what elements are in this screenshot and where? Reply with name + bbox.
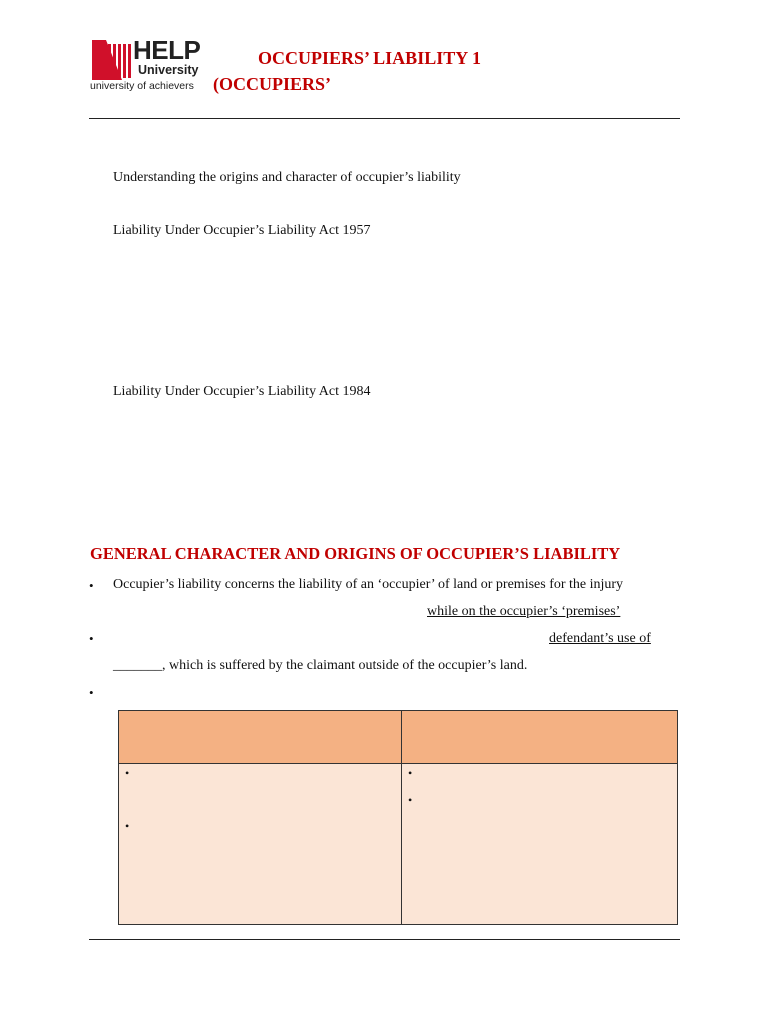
logo-brand-text: HELP <box>133 35 201 65</box>
document-title-line-1: OCCUPIERS’ LIABILITY 1 <box>258 48 482 68</box>
table-bullet: • <box>125 819 130 833</box>
logo-sub-text: University <box>138 63 199 77</box>
comparison-table <box>118 710 678 925</box>
bullet-2-continuation: _______, which is suffered by the claimant outside of the occupier’s land. <box>113 658 528 673</box>
table-header-left <box>119 711 402 764</box>
footer-divider <box>89 939 680 940</box>
header-divider <box>89 118 680 119</box>
table-bullet: • <box>125 766 130 780</box>
document-title-line-2: (OCCUPIERS’ <box>213 74 332 94</box>
intro-line-1: Understanding the origins and character of occupier’s liability <box>113 170 461 185</box>
intro-line-3: Liability Under Occupier’s Liability Act 1984 <box>113 384 371 399</box>
table-bullet: • <box>408 766 413 780</box>
bullet-1-text: Occupier’s liability concerns the liability of an ‘occupier’ of land or premises for the injury <box>113 577 624 592</box>
section-heading: GENERAL CHARACTER AND ORIGINS OF OCCUPIER’S LIABILITY <box>90 544 621 563</box>
logo-tagline: university of achievers <box>90 80 194 92</box>
help-university-logo <box>90 35 212 94</box>
table-bullet: • <box>408 793 413 807</box>
table-cell-right <box>402 764 677 924</box>
help-logo-mark-icon <box>92 40 132 80</box>
bullet-marker: • <box>89 685 94 700</box>
bullet-1-underlined-text: while on the occupier’s ‘premises’ <box>427 604 621 619</box>
bullet-marker: • <box>89 631 94 646</box>
table-header-right <box>402 711 677 764</box>
bullet-marker: • <box>89 578 94 593</box>
intro-line-2: Liability Under Occupier’s Liability Act 1957 <box>113 223 371 238</box>
bullet-2-underlined-text: defendant’s use of <box>549 631 651 646</box>
table-cell-left <box>119 764 402 924</box>
